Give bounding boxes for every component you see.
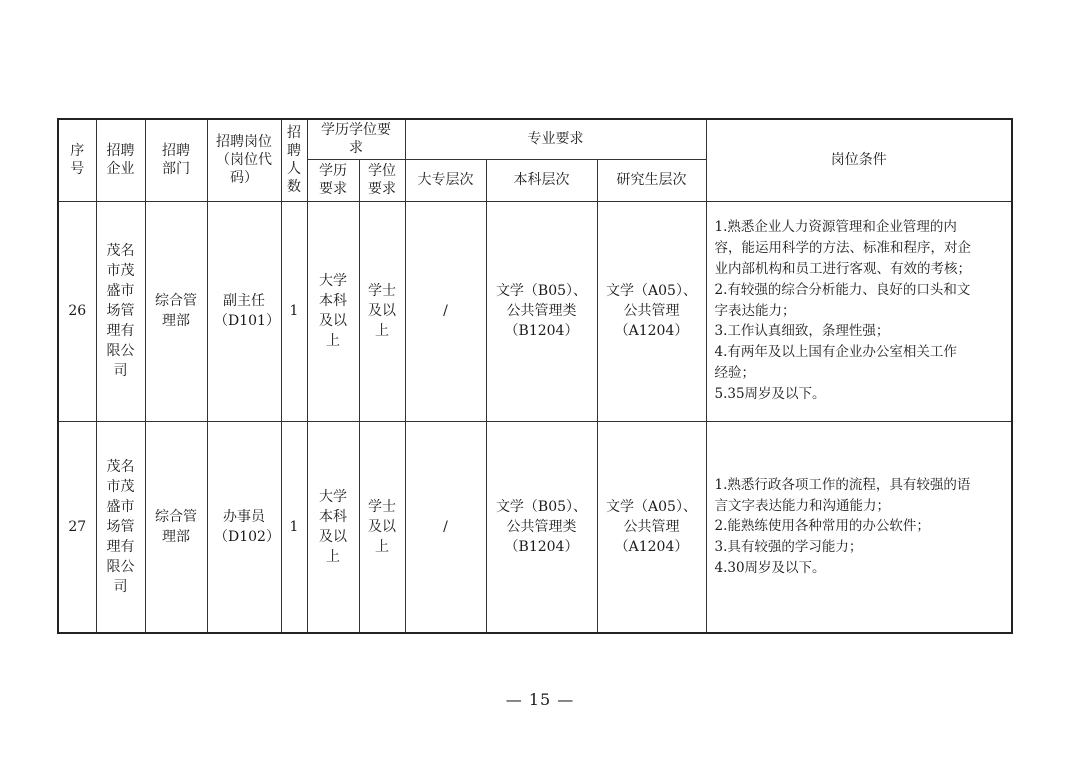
condition-line: 业内部机构和员工进行客观、有效的考核； [714,261,971,277]
condition-line: 1.熟悉企业人力资源管理和企业管理的内 [714,219,957,236]
header-conditions: 岗位条件 [706,119,1012,201]
recruitment-table [57,118,1013,634]
cell-conditions [706,421,1012,633]
cell-college: / [405,201,486,421]
cell-department: 综合管理部 [145,421,207,633]
header-edu: 学历要求 [307,159,359,201]
condition-line: 经验； [714,364,755,381]
table-row [58,421,1012,633]
cell-graduate: 文学（A05）、公共管理（A1204） [597,201,706,421]
header-department: 招聘部门 [145,119,207,201]
cell-graduate: 文学（A05）、公共管理（A1204） [597,421,706,633]
header-bachelor: 本科层次 [486,159,597,201]
cell-department: 综合管理部 [145,201,207,421]
cell-company: 茂名市茂盛市场管理有限公司 [96,421,145,633]
cell-count: 1 [281,421,307,633]
cell-position: 办事员（D102） [207,421,281,633]
cell-edu: 大学本科及以上 [307,421,359,633]
condition-line: 3.具有较强的学习能力； [714,539,863,556]
cell-edu: 大学本科及以上 [307,201,359,421]
cell-conditions [706,201,1012,421]
cell-bachelor: 文学（B05）、公共管理类（B1204） [486,421,597,633]
condition-line: 3.工作认真细致，条理性强； [714,323,890,340]
header-degree: 学位要求 [359,159,405,201]
cell-bachelor: 文学（B05）、公共管理类（B1204） [486,201,597,421]
header-count: 招聘人数 [281,119,307,201]
condition-line: 5.35周岁及以下。 [714,385,826,402]
header-edu-group: 学历学位要求 [307,119,405,159]
condition-line: 字表达能力； [714,302,796,319]
cell-degree: 学士及以上 [359,201,405,421]
condition-line: 2.有较强的综合分析能力、良好的口头和文 [714,281,971,298]
cell-seq: 27 [58,421,96,633]
header-graduate: 研究生层次 [597,159,706,201]
condition-line: 言文字表达能力和沟通能力； [714,497,890,514]
cell-position: 副主任（D101） [207,201,281,421]
header-seq: 序号 [58,119,96,201]
condition-line: 容，能运用科学的方法、标准和程序，对企 [714,240,971,257]
condition-line: 2.能熟练使用各种常用的办公软件； [714,518,930,535]
page-number: — 15 — [505,690,575,709]
condition-line: 1.熟悉行政各项工作的流程，具有较强的语 [714,476,971,493]
cell-college: / [405,421,486,633]
header-position: 招聘岗位（岗位代码） [207,119,281,201]
header-college: 大专层次 [405,159,486,201]
cell-count: 1 [281,201,307,421]
table-row [58,201,1012,421]
header-major-group: 专业要求 [405,119,706,159]
cell-degree: 学士及以上 [359,421,405,633]
condition-line: 4.有两年及以上国有企业办公室相关工作 [714,344,957,361]
header-company: 招聘企业 [96,119,145,201]
cell-seq: 26 [58,201,96,421]
condition-line: 4.30周岁及以下。 [714,559,826,576]
cell-company: 茂名市茂盛市场管理有限公司 [96,201,145,421]
